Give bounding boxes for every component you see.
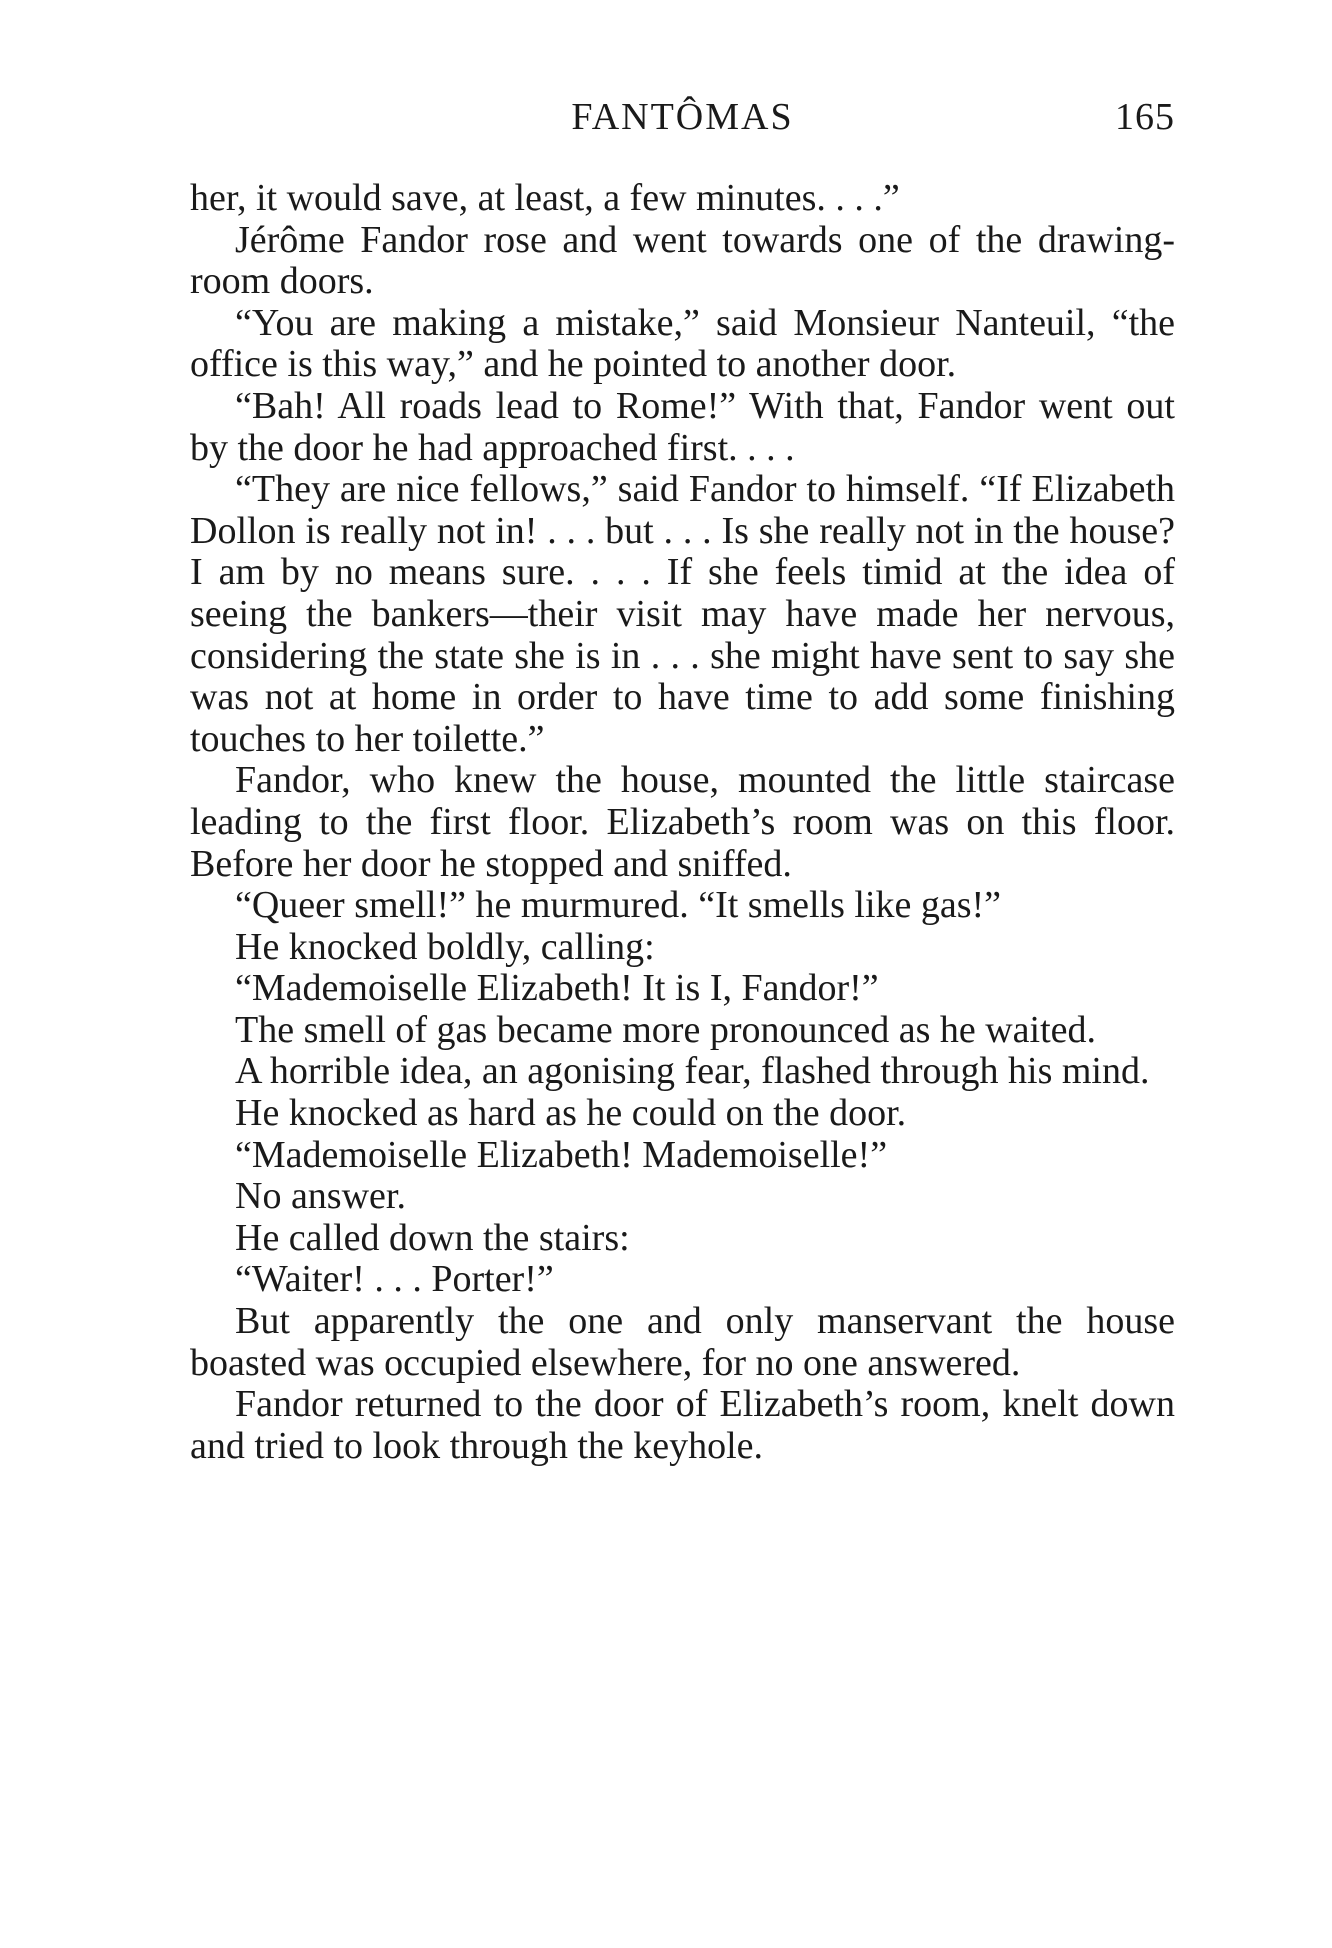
paragraph: “They are nice fellows,” said Fandor to himself. “If Elizabeth Dollon is really not in! . . . but . . . Is she really not in the house? I am by no means sure. . . . If she feels timid at the idea of seeing the bankers—their visit may have made her nervous, considering the state she is in . . . she might have sent to say she was not at home in order to have time to add some finishing touches to her toilette.” <box>190 468 1175 760</box>
paragraph: “Mademoiselle Elizabeth! Mademoiselle!” <box>235 1133 888 1176</box>
running-title: FANTÔMAS <box>571 96 794 138</box>
paragraph: But apparently the one and only manservant the house boasted was occupied elsewhere, for no one answered. <box>190 1300 1175 1384</box>
paragraph: “Bah! All roads lead to Rome!” With that, Fandor went out by the door he had approached first. . . . <box>190 384 1175 469</box>
paragraph: Jérôme Fandor rose and went towards one of the drawing-room doors. <box>190 218 1175 303</box>
page-number: 165 <box>1115 96 1175 138</box>
paragraph: He knocked as hard as he could on the door. <box>235 1092 907 1135</box>
paragraph: “Queer smell!” he murmured. “It smells like gas!” <box>235 884 1002 927</box>
paragraph: Fandor returned to the door of Elizabeth’s room, knelt down and tried to look through the keyhole. <box>190 1383 1175 1467</box>
paragraph: “You are making a mistake,” said Monsieur Nanteuil, “the office is this way,” and he pointed to another door. <box>190 301 1175 386</box>
paragraph: “Mademoiselle Elizabeth! It is I, Fandor!” <box>235 967 879 1010</box>
paragraph: He knocked boldly, calling: <box>235 925 655 968</box>
paragraph: Fandor, who knew the house, mounted the little staircase leading to the first floor. Elizabeth’s room was on this floor. Before her door he stopped and sniffed. <box>190 759 1175 885</box>
paragraph: The smell of gas became more pronounced as he waited. <box>235 1008 1097 1051</box>
page-header <box>190 95 1175 145</box>
paragraph: No answer. <box>235 1175 406 1218</box>
book-page <box>190 95 1175 1467</box>
paragraph: He called down the stairs: <box>235 1216 630 1259</box>
paragraph: A horrible idea, an agonising fear, flashed through his mind. <box>235 1050 1150 1093</box>
paragraph: her, it would save, at least, a few minutes. . . .” <box>190 177 900 219</box>
body-text <box>190 178 1175 1467</box>
paragraph: “Waiter! . . . Porter!” <box>235 1258 554 1301</box>
